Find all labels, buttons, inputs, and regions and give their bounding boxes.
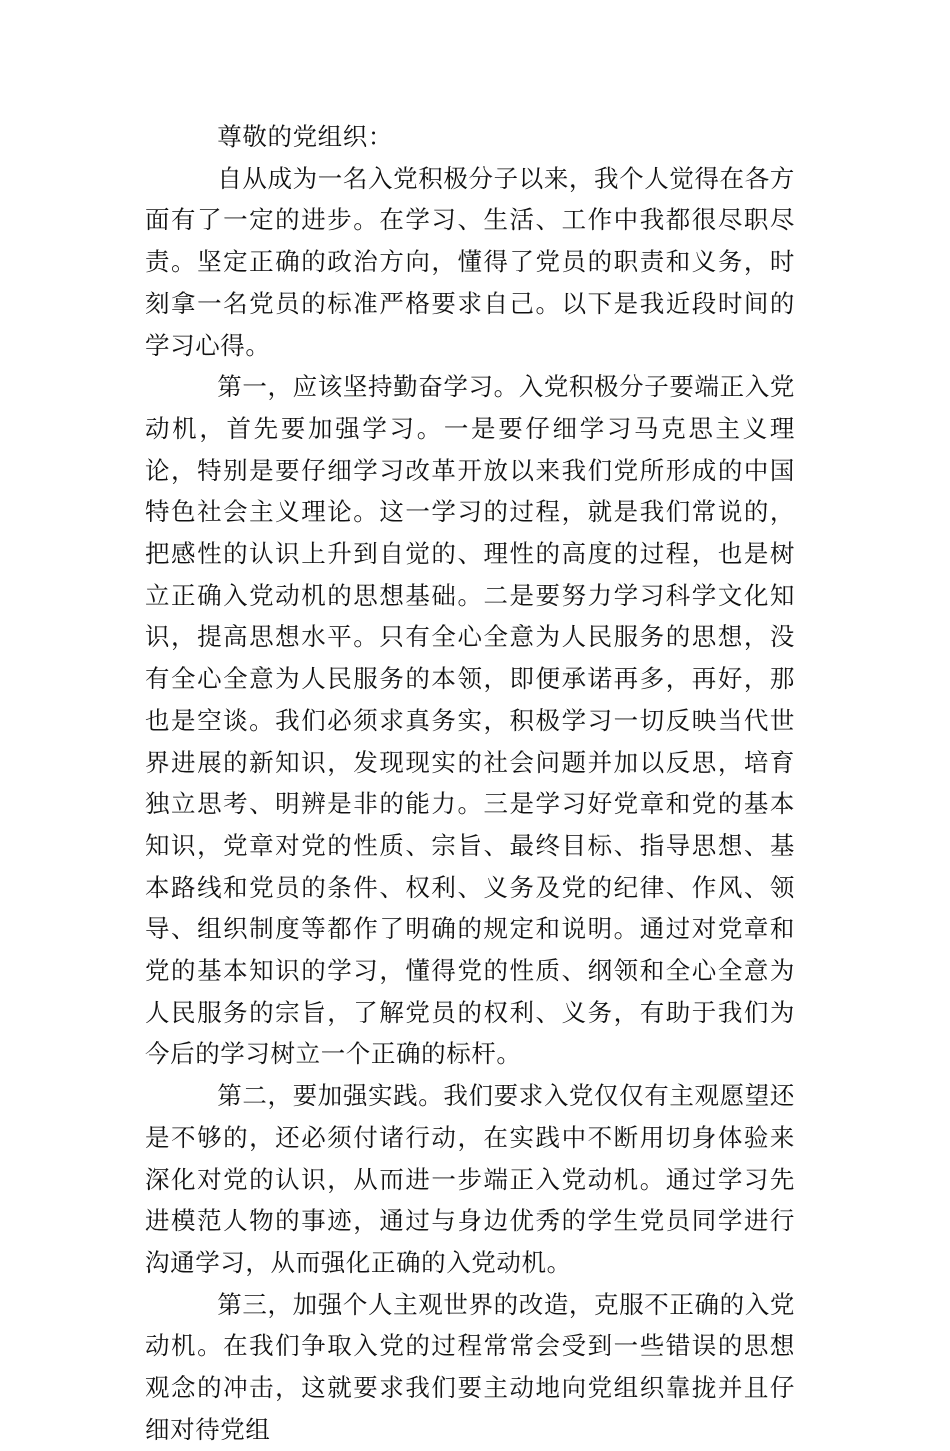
- salutation: 尊敬的党组织：: [217, 122, 393, 151]
- paragraph-intro: 自从成为一名入党积极分子以来，我个人觉得在各方面有了一定的进步。在学习、生活、工作中我都很尽职尽责。坚定正确的政治方向，懂得了党员的职责和义务，时刻拿一名党员的标准严格要求自己。以下是我近段时间的学习心得。: [145, 163, 795, 360]
- paragraph-second: 第二，要加强实践。我们要求入党仅仅有主观愿望还是不够的，还必须付诸行动，在实践中不断用切身体验来深化对党的认识，从而进一步端正入党动机。通过学习先进模范人物的事迹，通过与身边优秀的学生党员同学进行沟通学习，从而强化正确的入党动机。: [145, 1081, 795, 1277]
- paragraph-first: 第一，应该坚持勤奋学习。入党积极分子要端正入党动机，首先要加强学习。一是要仔细学习马克思主义理论，特别是要仔细学习改革开放以来我们党所形成的中国特色社会主义理论。这一学习的过程，就是我们常说的，把感性的认识上升到自觉的、理性的高度的过程，也是树立正确入党动机的思想基础。二是要努力学习科学文化知识，提高思想水平。只有全心全意为人民服务的思想，没有全心全意为人民服务的本领，即便承诺再多，再好，那也是空谈。我们必须求真务实，积极学习一切反映当代世界进展的新知识，发现现实的社会问题并加以反思，培育独立思考、明辨是非的能力。三是学习好党章和党的基本知识，党章对党的性质、宗旨、最终目标、指导思想、基本路线和党员的条件、权利、义务及党的纪律、作风、领导、组织制度等都作了明确的规定和说明。通过对党章和党的基本知识的学习，懂得党的性质、纲领和全心全意为人民服务的宗旨，了解党员的权利、义务，有助于我们为今后的学习树立一个正确的标杆。: [145, 372, 795, 1069]
- paragraph-third: 第三，加强个人主观世界的改造，克服不正确的入党动机。在我们争取入党的过程常常会受到一些错误的思想观念的冲击，这就要求我们要主动地向党组织靠拢并且仔细对待党组: [145, 1289, 795, 1444]
- document-body: [145, 116, 795, 1451]
